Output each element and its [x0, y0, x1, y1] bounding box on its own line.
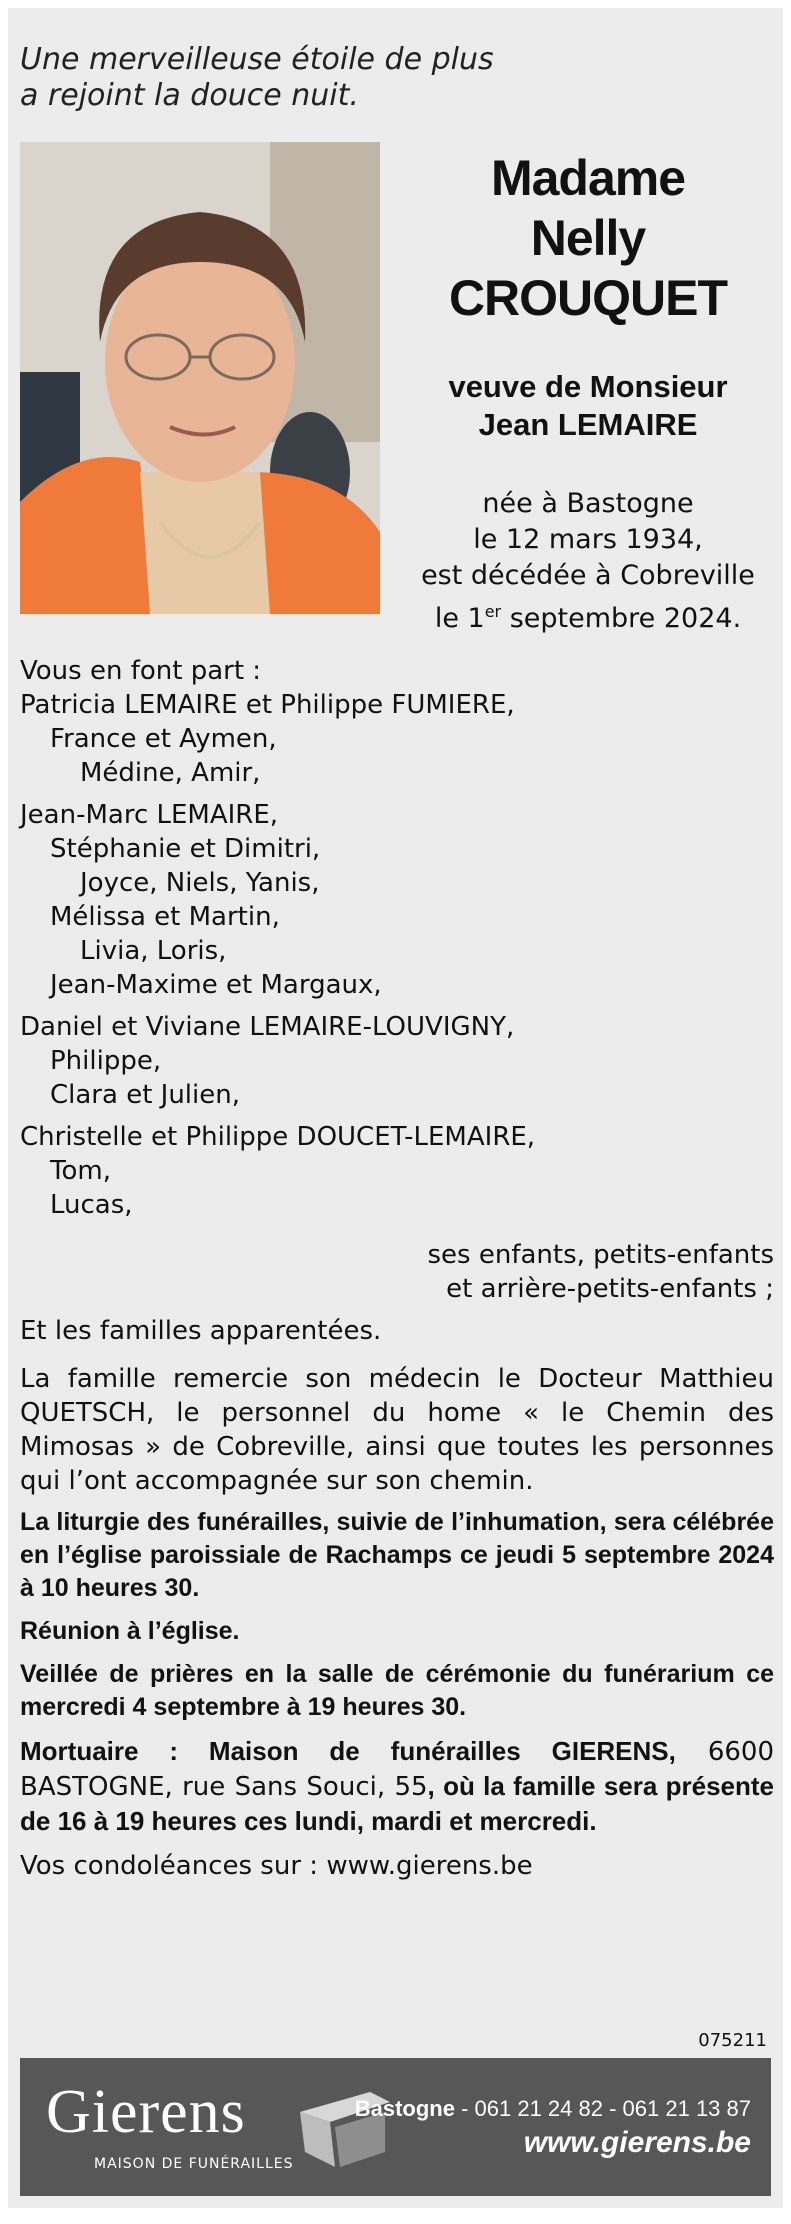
death-line-2 — [398, 594, 778, 637]
mortuary-paragraph — [20, 1734, 774, 1839]
widow-line-1: veuve de Monsieur — [448, 369, 728, 404]
footer-website[interactable]: www.gierens.be — [523, 2126, 751, 2159]
reference-number: 075211 — [698, 2030, 767, 2051]
brand-subtitle: MAISON DE FUNÉRAILLES — [94, 2156, 294, 2172]
family-list — [20, 688, 774, 1222]
family-member-line: Daniel et Viviane LEMAIRE-LOUVIGNY, — [20, 1012, 515, 1042]
relation-line-2: et arrière-petits-enfants ; — [446, 1274, 774, 1304]
family-member-line: Livia, Loris, — [80, 936, 227, 966]
death-line-1: est décédée à Cobreville — [421, 560, 755, 591]
family-member-line: Tom, — [50, 1156, 111, 1186]
portrait-photo — [20, 142, 380, 614]
ceremony-paragraph: La liturgie des funérailles, suivie de l’inhumation, sera célébrée en l’église paroissiale de Rachamps ce jeudi 5 septembre 2024 à 10 heures 30. — [20, 1508, 774, 1602]
relatives-line: Et les familles apparentées. — [20, 1316, 382, 1346]
mortuary-bold-1: Mortuaire : Maison de funérailles GIERENS, — [20, 1736, 676, 1766]
footer-phone-numbers: - 061 21 24 82 - 061 21 13 87 — [454, 2096, 751, 2121]
family-member-line: Médine, Amir, — [80, 758, 261, 788]
death-date-rest: septembre 2024. — [501, 603, 742, 634]
deceased-header — [398, 148, 778, 637]
deceased-first-name: Nelly — [530, 210, 646, 266]
condolences-line: Vos condoléances sur : www.gierens.be — [20, 1851, 533, 1881]
relation-line-1: ses enfants, petits-enfants — [427, 1240, 774, 1270]
family-member-line: Joyce, Niels, Yanis, — [80, 868, 320, 898]
tagline — [20, 42, 494, 114]
family-member-line: Jean-Marc LEMAIRE, — [20, 800, 279, 830]
family-intro: Vous en font part : — [20, 656, 262, 686]
family-member-line: Christelle et Philippe DOUCET-LEMAIRE, — [20, 1122, 536, 1152]
thanks-paragraph: La famille remercie son médecin le Docteur Matthieu QUETSCH, le personnel du home « le Chemin des Mimosas » de Cobreville, ainsi que toutes les personnes qui l’ont accompagnée sur son chemin. — [20, 1364, 774, 1496]
family-member-line: Jean-Maxime et Margaux, — [50, 970, 382, 1000]
meeting-paragraph: Réunion à l’église. — [20, 1617, 240, 1645]
birth-death-info — [398, 486, 778, 637]
deceased-last-name: CROUQUET — [448, 270, 728, 326]
family-member-line: Mélissa et Martin, — [50, 902, 280, 932]
tagline-line-1: Une merveilleuse étoile de plus — [20, 42, 494, 77]
family-member-line: France et Aymen, — [50, 724, 277, 754]
death-date-prefix: le 1 — [434, 603, 485, 634]
deceased-title: Madame — [490, 150, 686, 206]
family-member-line: Lucas, — [50, 1190, 133, 1220]
tagline-line-2: a rejoint la douce nuit. — [20, 78, 359, 113]
footer-phones — [355, 2092, 751, 2126]
announcement-body — [20, 654, 774, 1883]
death-date-ordinal: er — [484, 602, 502, 621]
funeral-home-footer — [20, 2058, 771, 2196]
birth-line-1: née à Bastogne — [482, 488, 694, 519]
portrait-illustration — [20, 142, 380, 614]
family-member-line: Philippe, — [50, 1046, 162, 1076]
obituary-notice — [8, 8, 783, 2208]
mortuary-bold-2: , où la famille sera présente de 16 à 19 heures ces lundi, mardi et mercredi. — [20, 1771, 774, 1836]
brand-logo-text: Gierens — [46, 2078, 246, 2146]
footer-city: Bastogne — [354, 2096, 455, 2121]
family-member-line: Clara et Julien, — [50, 1080, 240, 1110]
family-member-line: Patricia LEMAIRE et Philippe FUMIERE, — [20, 690, 515, 720]
widow-line-2: Jean LEMAIRE — [478, 407, 698, 442]
birth-line-2: le 12 mars 1934, — [473, 524, 703, 555]
footer-contact — [355, 2092, 751, 2160]
widow-statement — [398, 368, 778, 444]
mortuary-address: 6600 BASTOGNE, rue Sans Souci, 55 — [20, 1737, 774, 1802]
family-member-line: Stéphanie et Dimitri, — [50, 834, 321, 864]
vigil-paragraph: Veillée de prières en la salle de cérémonie du funérarium ce mercredi 4 septembre à 19 heures 30. — [20, 1660, 774, 1721]
